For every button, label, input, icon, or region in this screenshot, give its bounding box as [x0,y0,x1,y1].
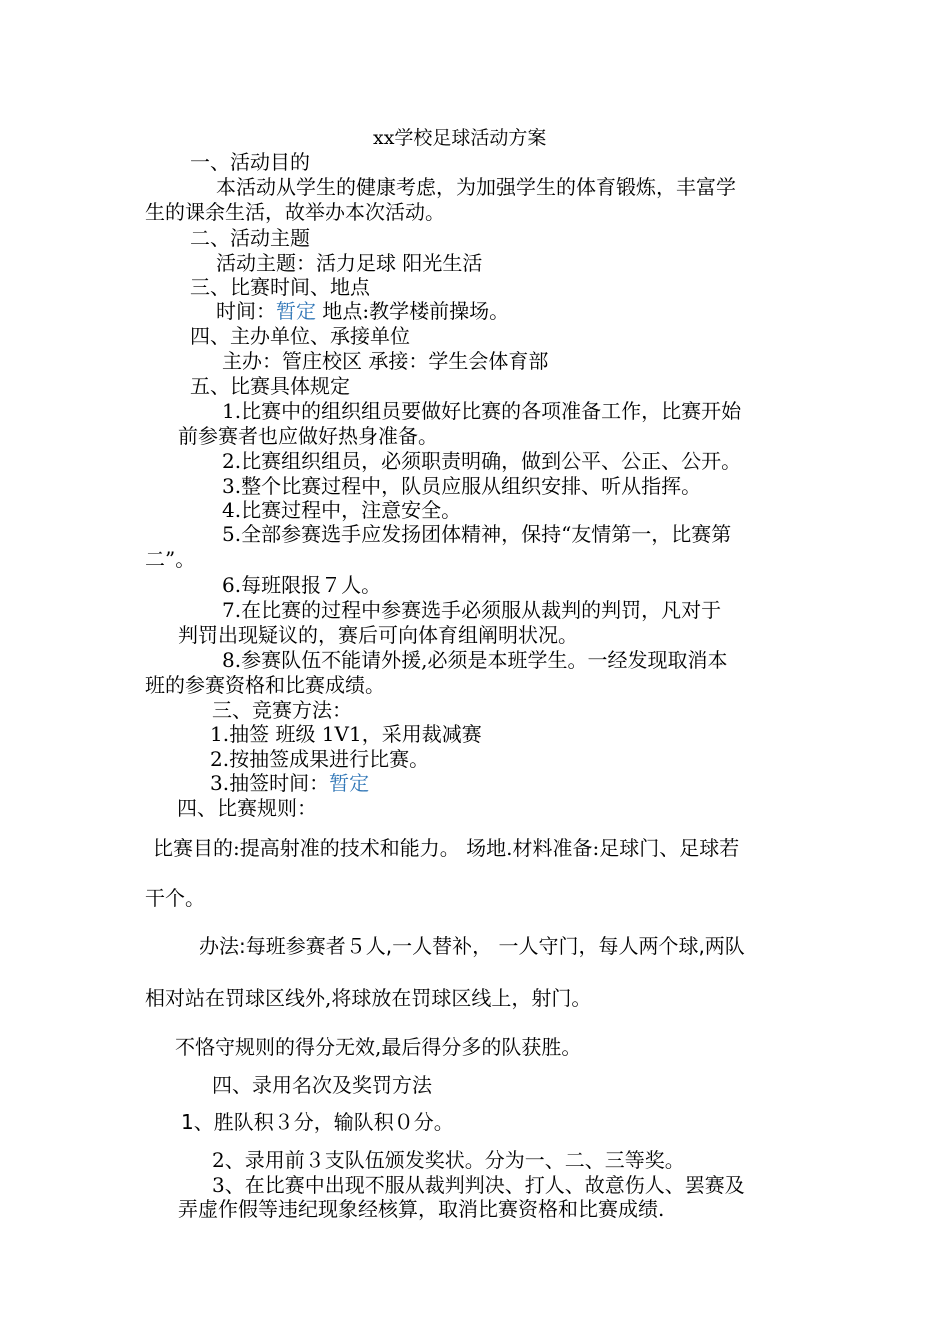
rule-item-continuation: 前参赛者也应做好热身准备。 [178,424,438,448]
draw-time-label: 3.抽签时间： [210,771,330,795]
rule-item: 7.在比赛的过程中参赛选手必须服从裁判的判罚，凡对于 [222,598,722,622]
rule-item: 4.比赛过程中，注意安全。 [222,498,462,522]
place-text: 地点:教学楼前操场。 [316,299,510,323]
rule-item: 2.比赛组织组员，必须职责明确，做到公平、公正、公开。 [222,449,742,473]
document-title: xx学校足球活动方案 [373,127,547,149]
match-goal-text: 比赛目的:提高射准的技术和能力。 场地.材料准备:足球门、足球若 [153,836,740,860]
match-note-text: 不恪守规则的得分无效,最后得分多的队获胜。 [175,1035,582,1059]
section-heading-awards: 四、录用名次及奖罚方法 [212,1073,432,1097]
match-method-text: 相对站在罚球区线外,将球放在罚球区线上，射门。 [145,986,592,1010]
match-method-text: 办法:每班参赛者５人,一人替补， 一人守门，每人两个球,两队 [199,934,745,958]
rule-item: 8.参赛队伍不能请外援,必须是本班学生。一经发现取消本 [222,648,728,672]
match-goal-text: 干个。 [145,886,205,910]
rule-item-continuation: 二”。 [145,547,196,571]
rule-item: 3.整个比赛过程中，队员应服从组织安排、听从指挥。 [222,474,702,498]
award-item: 1、胜队积３分，输队积０分。 [181,1110,454,1134]
award-item-continuation: 弄虚作假等违纪现象经核算，取消比赛资格和比赛成绩. [178,1197,665,1221]
time-value: 暂定 [276,299,316,323]
draw-time-value: 暂定 [329,771,370,795]
rule-item: 6.每班限报７人。 [222,573,382,597]
award-item: 3、在比赛中出现不服从裁判判决、打人、故意伤人、罢赛及 [212,1173,745,1197]
method-item: 1.抽签 班级 1V1，采用裁减赛 [210,722,482,746]
theme-text: 活动主题：活力足球 阳光生活 [216,251,483,275]
method-item [210,771,369,795]
section-heading-time-place: 三、比赛时间、地点 [190,275,370,299]
section-heading-rules: 五、比赛具体规定 [190,374,350,398]
section-heading-purpose: 一、活动目的 [190,150,310,174]
section-heading-match-rules: 四、比赛规则： [177,796,317,820]
organizer-text: 主办：管庄校区 承接：学生会体育部 [222,349,549,373]
rule-item-continuation: 班的参赛资格和比赛成绩。 [145,673,385,697]
award-item: 2、录用前３支队伍颁发奖状。分为一、二、三等奖。 [212,1148,685,1172]
purpose-text-line: 本活动从学生的健康考虑，为加强学生的体育锻炼，丰富学 [216,175,736,199]
section-heading-organizer: 四、主办单位、承接单位 [190,324,410,348]
time-place-text [216,299,509,323]
section-heading-method: 三、竞赛方法： [212,698,352,722]
section-heading-theme: 二、活动主题 [190,226,310,250]
time-label: 时间： [216,299,276,323]
rule-item: 5.全部参赛选手应发扬团体精神，保持“友情第一，比赛第 [222,522,732,546]
rule-item-continuation: 判罚出现疑议的，赛后可向体育组阐明状况。 [178,623,578,647]
purpose-text-line: 生的课余生活，故举办本次活动。 [145,200,445,224]
rule-item: 1.比赛中的组织组员要做好比赛的各项准备工作，比赛开始 [222,399,742,423]
method-item: 2.按抽签成果进行比赛。 [210,747,430,771]
